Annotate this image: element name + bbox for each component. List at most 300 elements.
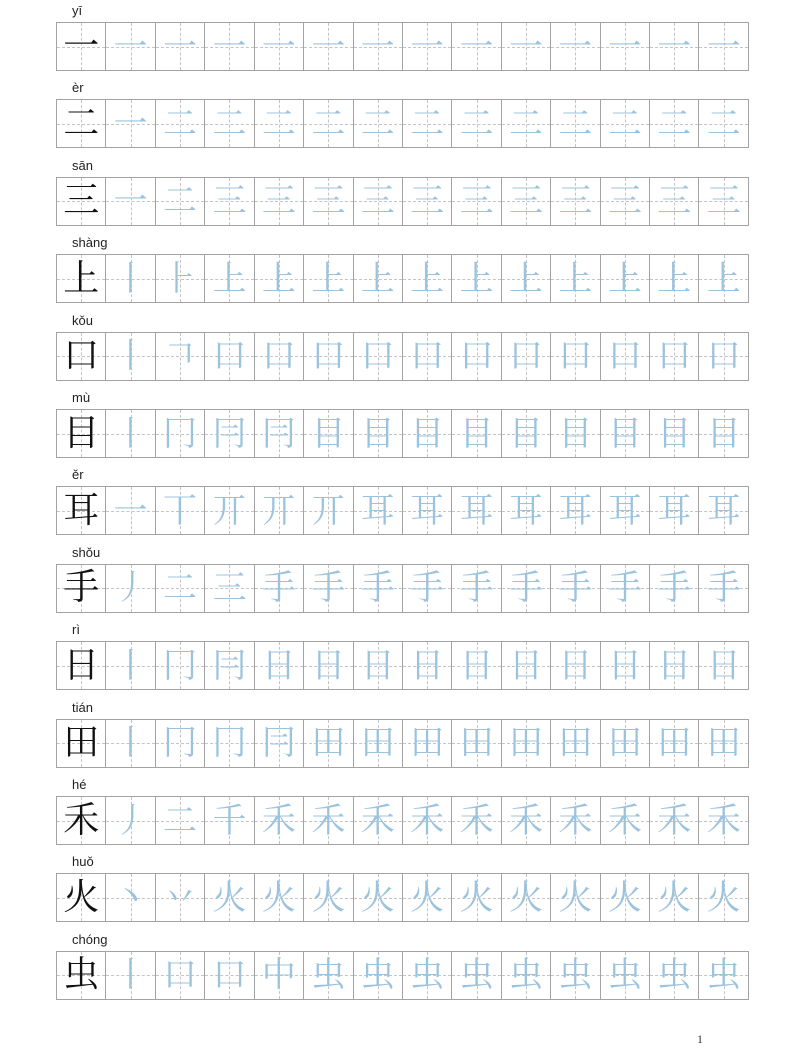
trace-stroke-stage: 口 bbox=[212, 955, 247, 996]
trace-cell[interactable] bbox=[105, 952, 154, 999]
trace-stroke-stage: 三 bbox=[212, 181, 247, 222]
trace-cell[interactable] bbox=[105, 333, 154, 380]
trace-cell[interactable] bbox=[155, 333, 204, 380]
trace-stroke-stage: 手 bbox=[607, 568, 642, 609]
trace-cell[interactable] bbox=[303, 952, 352, 999]
trace-cell[interactable] bbox=[649, 797, 698, 844]
trace-cell[interactable] bbox=[303, 333, 352, 380]
tian-grid bbox=[56, 22, 749, 71]
trace-stroke-stage: 一 bbox=[212, 26, 247, 67]
trace-cell[interactable] bbox=[600, 100, 649, 147]
trace-cell[interactable] bbox=[155, 874, 204, 921]
trace-cell[interactable] bbox=[698, 333, 747, 380]
trace-stroke-stage: 目 bbox=[509, 413, 543, 454]
trace-stroke-stage: 手 bbox=[311, 568, 346, 609]
trace-stroke-stage: 口 bbox=[706, 336, 741, 377]
trace-stroke-stage: 三 bbox=[607, 181, 642, 222]
trace-cell[interactable] bbox=[698, 178, 747, 225]
trace-stroke-stage: 目 bbox=[360, 413, 395, 454]
trace-cell[interactable] bbox=[303, 797, 352, 844]
trace-stroke-stage: 虫 bbox=[311, 955, 346, 996]
trace-cell[interactable] bbox=[501, 797, 550, 844]
trace-cell[interactable] bbox=[550, 565, 599, 612]
trace-cell[interactable] bbox=[600, 410, 649, 457]
trace-stroke-stage: 一 bbox=[113, 26, 148, 67]
trace-cell[interactable] bbox=[353, 874, 402, 921]
trace-cell[interactable] bbox=[451, 178, 500, 225]
trace-cell[interactable] bbox=[204, 100, 253, 147]
model-cell bbox=[57, 642, 105, 689]
trace-stroke-stage: 丌 bbox=[311, 490, 346, 531]
trace-stroke-stage: 丿 bbox=[113, 568, 148, 609]
trace-stroke-stage: 目 bbox=[459, 413, 494, 454]
trace-cell[interactable] bbox=[600, 952, 649, 999]
trace-cell[interactable] bbox=[649, 410, 698, 457]
trace-cell[interactable] bbox=[402, 565, 451, 612]
trace-stroke-stage: 二 bbox=[459, 103, 494, 144]
trace-cell[interactable] bbox=[402, 952, 451, 999]
trace-cell[interactable] bbox=[204, 255, 253, 302]
trace-cell[interactable] bbox=[698, 255, 747, 302]
trace-cell[interactable] bbox=[402, 487, 451, 534]
trace-stroke-stage: 日 bbox=[706, 645, 741, 686]
trace-cell[interactable] bbox=[649, 874, 698, 921]
trace-stroke-stage: 口 bbox=[459, 336, 494, 377]
trace-cell[interactable] bbox=[105, 720, 154, 767]
trace-cell[interactable] bbox=[105, 100, 154, 147]
trace-stroke-stage: 二 bbox=[163, 181, 198, 222]
trace-cell[interactable] bbox=[402, 797, 451, 844]
trace-cell[interactable] bbox=[155, 642, 204, 689]
trace-cell[interactable] bbox=[155, 797, 204, 844]
trace-cell[interactable] bbox=[204, 23, 253, 70]
model-character: 上 bbox=[63, 257, 100, 299]
trace-cell[interactable] bbox=[353, 410, 402, 457]
pinyin-label: huǒ bbox=[72, 854, 94, 870]
trace-cell[interactable] bbox=[204, 487, 253, 534]
trace-cell[interactable] bbox=[402, 23, 451, 70]
trace-cell[interactable] bbox=[451, 797, 500, 844]
trace-stroke-stage: 三 bbox=[509, 181, 543, 222]
trace-cell[interactable] bbox=[155, 410, 204, 457]
trace-cell[interactable] bbox=[303, 23, 352, 70]
model-character: 田 bbox=[63, 722, 100, 764]
trace-cell[interactable] bbox=[698, 952, 747, 999]
trace-cell[interactable] bbox=[451, 952, 500, 999]
pinyin-label: èr bbox=[72, 80, 84, 96]
trace-stroke-stage: 日 bbox=[459, 645, 494, 686]
trace-cell[interactable] bbox=[698, 23, 747, 70]
trace-cell[interactable] bbox=[155, 255, 204, 302]
trace-cell[interactable] bbox=[600, 255, 649, 302]
trace-stroke-stage: 日 bbox=[410, 645, 445, 686]
trace-cell[interactable] bbox=[600, 487, 649, 534]
trace-stroke-stage: 口 bbox=[607, 336, 642, 377]
trace-stroke-stage: 口 bbox=[311, 336, 346, 377]
model-cell bbox=[57, 487, 105, 534]
trace-stroke-stage: 三 bbox=[558, 181, 593, 222]
pinyin-label: mù bbox=[72, 390, 91, 405]
trace-stroke-stage: 目 bbox=[657, 413, 692, 454]
trace-stroke-stage: 冃 bbox=[261, 723, 296, 764]
trace-cell[interactable] bbox=[649, 23, 698, 70]
trace-cell[interactable] bbox=[105, 23, 154, 70]
trace-cell[interactable] bbox=[451, 23, 500, 70]
trace-stroke-stage: 目 bbox=[410, 413, 445, 454]
character-row bbox=[56, 622, 749, 690]
tian-grid bbox=[56, 177, 749, 226]
trace-cell[interactable] bbox=[649, 642, 698, 689]
trace-cell[interactable] bbox=[353, 487, 402, 534]
tian-grid bbox=[56, 332, 749, 381]
trace-cell[interactable] bbox=[698, 720, 747, 767]
trace-stroke-stage: 上 bbox=[261, 258, 296, 299]
trace-cell[interactable] bbox=[353, 642, 402, 689]
trace-cell[interactable] bbox=[105, 565, 154, 612]
tian-grid bbox=[56, 486, 749, 535]
trace-stroke-stage: 一 bbox=[410, 26, 445, 67]
model-cell bbox=[57, 797, 105, 844]
trace-stroke-stage: 一 bbox=[163, 26, 198, 67]
trace-cell[interactable] bbox=[501, 874, 550, 921]
trace-cell[interactable] bbox=[105, 410, 154, 457]
trace-cell[interactable] bbox=[649, 720, 698, 767]
trace-cell[interactable] bbox=[254, 642, 303, 689]
pinyin-label: hé bbox=[72, 777, 87, 792]
trace-stroke-stage: 一 bbox=[657, 26, 692, 67]
trace-cell[interactable] bbox=[501, 565, 550, 612]
trace-cell[interactable] bbox=[501, 487, 550, 534]
trace-stroke-stage: 火 bbox=[459, 877, 494, 918]
trace-stroke-stage: 二 bbox=[163, 103, 198, 144]
trace-cell[interactable] bbox=[501, 642, 550, 689]
trace-cell[interactable] bbox=[501, 255, 550, 302]
trace-cell[interactable] bbox=[303, 178, 352, 225]
trace-cell[interactable] bbox=[451, 874, 500, 921]
trace-stroke-stage: 耳 bbox=[607, 490, 642, 531]
trace-stroke-stage: 田 bbox=[459, 723, 494, 764]
trace-cell[interactable] bbox=[550, 410, 599, 457]
trace-cell[interactable] bbox=[204, 565, 253, 612]
trace-stroke-stage: 三 bbox=[311, 181, 346, 222]
trace-stroke-stage: 二 bbox=[212, 103, 247, 144]
trace-stroke-stage: 田 bbox=[509, 723, 543, 764]
trace-cell[interactable] bbox=[600, 874, 649, 921]
trace-cell[interactable] bbox=[649, 565, 698, 612]
trace-cell[interactable] bbox=[254, 797, 303, 844]
trace-cell[interactable] bbox=[501, 410, 550, 457]
trace-cell[interactable] bbox=[204, 720, 253, 767]
tian-grid bbox=[56, 719, 749, 768]
trace-stroke-stage: 丨 bbox=[113, 258, 148, 299]
trace-cell[interactable] bbox=[550, 642, 599, 689]
trace-stroke-stage: 目 bbox=[558, 413, 593, 454]
trace-cell[interactable] bbox=[254, 255, 303, 302]
trace-stroke-stage: 禾 bbox=[311, 800, 346, 841]
trace-cell[interactable] bbox=[451, 410, 500, 457]
trace-cell[interactable] bbox=[550, 23, 599, 70]
trace-cell[interactable] bbox=[204, 797, 253, 844]
trace-cell[interactable] bbox=[501, 952, 550, 999]
trace-cell[interactable] bbox=[402, 255, 451, 302]
model-character: 二 bbox=[63, 102, 100, 144]
trace-stroke-stage: 上 bbox=[558, 258, 593, 299]
trace-cell[interactable] bbox=[698, 874, 747, 921]
trace-stroke-stage: 火 bbox=[212, 877, 247, 918]
trace-cell[interactable] bbox=[649, 333, 698, 380]
trace-cell[interactable] bbox=[204, 178, 253, 225]
trace-cell[interactable] bbox=[600, 565, 649, 612]
trace-cell[interactable] bbox=[204, 410, 253, 457]
trace-cell[interactable] bbox=[353, 952, 402, 999]
trace-stroke-stage: 上 bbox=[607, 258, 642, 299]
trace-cell[interactable] bbox=[550, 874, 599, 921]
trace-cell[interactable] bbox=[550, 720, 599, 767]
trace-cell[interactable] bbox=[402, 874, 451, 921]
trace-cell[interactable] bbox=[303, 255, 352, 302]
trace-cell[interactable] bbox=[402, 333, 451, 380]
trace-stroke-stage: 田 bbox=[657, 723, 692, 764]
trace-cell[interactable] bbox=[550, 100, 599, 147]
trace-cell[interactable] bbox=[649, 952, 698, 999]
trace-cell[interactable] bbox=[600, 720, 649, 767]
trace-cell[interactable] bbox=[155, 23, 204, 70]
trace-cell[interactable] bbox=[254, 720, 303, 767]
trace-cell[interactable] bbox=[254, 100, 303, 147]
trace-stroke-stage: 丨 bbox=[113, 723, 148, 764]
trace-stroke-stage: 口 bbox=[212, 336, 247, 377]
trace-stroke-stage: 手 bbox=[459, 568, 494, 609]
trace-cell[interactable] bbox=[451, 255, 500, 302]
trace-stroke-stage: 𠃍 bbox=[163, 336, 198, 377]
trace-stroke-stage: 目 bbox=[607, 413, 642, 454]
trace-cell[interactable] bbox=[353, 333, 402, 380]
trace-stroke-stage: 三 bbox=[410, 181, 445, 222]
model-character: 虫 bbox=[63, 954, 100, 996]
trace-stroke-stage: 一 bbox=[509, 26, 543, 67]
trace-cell[interactable] bbox=[451, 642, 500, 689]
trace-cell[interactable] bbox=[254, 874, 303, 921]
trace-stroke-stage: 耳 bbox=[459, 490, 494, 531]
trace-cell[interactable] bbox=[501, 333, 550, 380]
trace-cell[interactable] bbox=[501, 720, 550, 767]
trace-stroke-stage: 火 bbox=[706, 877, 741, 918]
pinyin-label: shàng bbox=[72, 235, 108, 251]
trace-cell[interactable] bbox=[204, 952, 253, 999]
trace-cell[interactable] bbox=[451, 720, 500, 767]
trace-cell[interactable] bbox=[649, 178, 698, 225]
trace-stroke-stage: 禾 bbox=[261, 800, 296, 841]
trace-cell[interactable] bbox=[254, 178, 303, 225]
trace-cell[interactable] bbox=[254, 333, 303, 380]
tian-grid bbox=[56, 99, 749, 148]
trace-stroke-stage: 火 bbox=[558, 877, 593, 918]
trace-stroke-stage: 虫 bbox=[410, 955, 445, 996]
trace-stroke-stage: 手 bbox=[657, 568, 692, 609]
trace-stroke-stage: 二 bbox=[410, 103, 445, 144]
trace-cell[interactable] bbox=[402, 642, 451, 689]
trace-cell[interactable] bbox=[550, 952, 599, 999]
trace-cell[interactable] bbox=[600, 23, 649, 70]
trace-cell[interactable] bbox=[600, 642, 649, 689]
model-character: 耳 bbox=[63, 489, 100, 531]
trace-stroke-stage: 口 bbox=[558, 336, 593, 377]
trace-cell[interactable] bbox=[353, 255, 402, 302]
trace-cell[interactable] bbox=[155, 720, 204, 767]
trace-cell[interactable] bbox=[254, 410, 303, 457]
character-row bbox=[56, 544, 749, 613]
trace-stroke-stage: 火 bbox=[261, 877, 296, 918]
trace-stroke-stage: 虫 bbox=[558, 955, 593, 996]
tian-grid bbox=[56, 254, 749, 303]
trace-cell[interactable] bbox=[600, 178, 649, 225]
trace-stroke-stage: 二 bbox=[509, 103, 543, 144]
trace-cell[interactable] bbox=[105, 797, 154, 844]
trace-cell[interactable] bbox=[698, 487, 747, 534]
trace-cell[interactable] bbox=[254, 952, 303, 999]
trace-cell[interactable] bbox=[303, 720, 352, 767]
trace-stroke-stage: 火 bbox=[607, 877, 642, 918]
trace-cell[interactable] bbox=[303, 874, 352, 921]
trace-cell[interactable] bbox=[501, 178, 550, 225]
trace-cell[interactable] bbox=[550, 255, 599, 302]
trace-cell[interactable] bbox=[105, 255, 154, 302]
trace-stroke-stage: 手 bbox=[706, 568, 741, 609]
trace-cell[interactable] bbox=[155, 100, 204, 147]
trace-cell[interactable] bbox=[105, 642, 154, 689]
trace-stroke-stage: 耳 bbox=[706, 490, 741, 531]
trace-stroke-stage: 日 bbox=[657, 645, 692, 686]
trace-stroke-stage: 田 bbox=[360, 723, 395, 764]
trace-stroke-stage: 上 bbox=[657, 258, 692, 299]
trace-cell[interactable] bbox=[649, 255, 698, 302]
trace-stroke-stage: 上 bbox=[311, 258, 346, 299]
trace-stroke-stage: 二 bbox=[311, 103, 346, 144]
trace-cell[interactable] bbox=[254, 23, 303, 70]
trace-cell[interactable] bbox=[303, 100, 352, 147]
trace-stroke-stage: 一 bbox=[360, 26, 395, 67]
trace-stroke-stage: 二 bbox=[657, 103, 692, 144]
trace-stroke-stage: 口 bbox=[261, 336, 296, 377]
trace-stroke-stage: 丶 bbox=[113, 877, 148, 918]
trace-stroke-stage: 火 bbox=[311, 877, 346, 918]
trace-stroke-stage: 三 bbox=[459, 181, 494, 222]
tian-grid bbox=[56, 409, 749, 458]
trace-stroke-stage: 冃 bbox=[212, 413, 247, 454]
trace-cell[interactable] bbox=[204, 874, 253, 921]
trace-cell[interactable] bbox=[353, 23, 402, 70]
trace-cell[interactable] bbox=[501, 23, 550, 70]
trace-cell[interactable] bbox=[353, 178, 402, 225]
trace-stroke-stage: 口 bbox=[509, 336, 543, 377]
trace-stroke-stage: 禾 bbox=[459, 800, 494, 841]
trace-stroke-stage: 目 bbox=[706, 413, 741, 454]
trace-stroke-stage: 二 bbox=[261, 103, 296, 144]
pinyin-label: kǒu bbox=[72, 312, 93, 328]
trace-cell[interactable] bbox=[303, 565, 352, 612]
model-character: 火 bbox=[63, 876, 100, 918]
trace-cell[interactable] bbox=[451, 333, 500, 380]
trace-cell[interactable] bbox=[451, 565, 500, 612]
tian-grid bbox=[56, 873, 749, 922]
trace-cell[interactable] bbox=[303, 487, 352, 534]
trace-cell[interactable] bbox=[600, 797, 649, 844]
trace-stroke-stage: 一 bbox=[261, 26, 296, 67]
trace-stroke-stage: 耳 bbox=[410, 490, 445, 531]
trace-stroke-stage: 耳 bbox=[509, 490, 543, 531]
trace-cell[interactable] bbox=[649, 487, 698, 534]
trace-cell[interactable] bbox=[353, 100, 402, 147]
trace-stroke-stage: 日 bbox=[311, 645, 346, 686]
trace-cell[interactable] bbox=[105, 178, 154, 225]
trace-stroke-stage: 冂 bbox=[163, 413, 198, 454]
trace-cell[interactable] bbox=[402, 410, 451, 457]
trace-cell[interactable] bbox=[105, 874, 154, 921]
model-cell bbox=[57, 952, 105, 999]
trace-stroke-stage: 冃 bbox=[212, 645, 247, 686]
trace-stroke-stage: 冂 bbox=[163, 645, 198, 686]
trace-cell[interactable] bbox=[204, 642, 253, 689]
trace-cell[interactable] bbox=[698, 642, 747, 689]
trace-cell[interactable] bbox=[649, 100, 698, 147]
trace-stroke-stage: 日 bbox=[558, 645, 593, 686]
trace-cell[interactable] bbox=[353, 565, 402, 612]
trace-stroke-stage: 上 bbox=[459, 258, 494, 299]
trace-cell[interactable] bbox=[155, 952, 204, 999]
trace-cell[interactable] bbox=[402, 178, 451, 225]
trace-cell[interactable] bbox=[550, 178, 599, 225]
trace-stroke-stage: 禾 bbox=[706, 800, 741, 841]
trace-cell[interactable] bbox=[353, 720, 402, 767]
trace-cell[interactable] bbox=[155, 565, 204, 612]
trace-stroke-stage: 田 bbox=[311, 723, 346, 764]
model-cell bbox=[57, 720, 105, 767]
trace-cell[interactable] bbox=[451, 100, 500, 147]
trace-cell[interactable] bbox=[353, 797, 402, 844]
trace-stroke-stage: 三 bbox=[706, 181, 741, 222]
trace-cell[interactable] bbox=[698, 410, 747, 457]
trace-cell[interactable] bbox=[254, 487, 303, 534]
trace-cell[interactable] bbox=[155, 487, 204, 534]
trace-cell[interactable] bbox=[105, 487, 154, 534]
trace-cell[interactable] bbox=[600, 333, 649, 380]
trace-cell[interactable] bbox=[303, 642, 352, 689]
trace-cell[interactable] bbox=[550, 797, 599, 844]
trace-cell[interactable] bbox=[402, 720, 451, 767]
trace-cell[interactable] bbox=[402, 100, 451, 147]
trace-stroke-stage: 手 bbox=[360, 568, 395, 609]
model-character: 目 bbox=[63, 412, 100, 454]
trace-cell[interactable] bbox=[303, 410, 352, 457]
trace-cell[interactable] bbox=[501, 100, 550, 147]
trace-cell[interactable] bbox=[698, 100, 747, 147]
trace-cell[interactable] bbox=[451, 487, 500, 534]
trace-cell[interactable] bbox=[550, 487, 599, 534]
trace-stroke-stage: 一 bbox=[607, 26, 642, 67]
trace-stroke-stage: 日 bbox=[607, 645, 642, 686]
trace-stroke-stage: 冂 bbox=[212, 723, 247, 764]
character-row bbox=[56, 390, 749, 458]
trace-stroke-stage: 上 bbox=[360, 258, 395, 299]
trace-cell[interactable] bbox=[698, 797, 747, 844]
model-character: 手 bbox=[63, 567, 100, 609]
trace-cell[interactable] bbox=[254, 565, 303, 612]
pinyin-label: rì bbox=[72, 622, 80, 638]
trace-cell[interactable] bbox=[698, 565, 747, 612]
trace-cell[interactable] bbox=[155, 178, 204, 225]
trace-cell[interactable] bbox=[550, 333, 599, 380]
trace-cell[interactable] bbox=[204, 333, 253, 380]
